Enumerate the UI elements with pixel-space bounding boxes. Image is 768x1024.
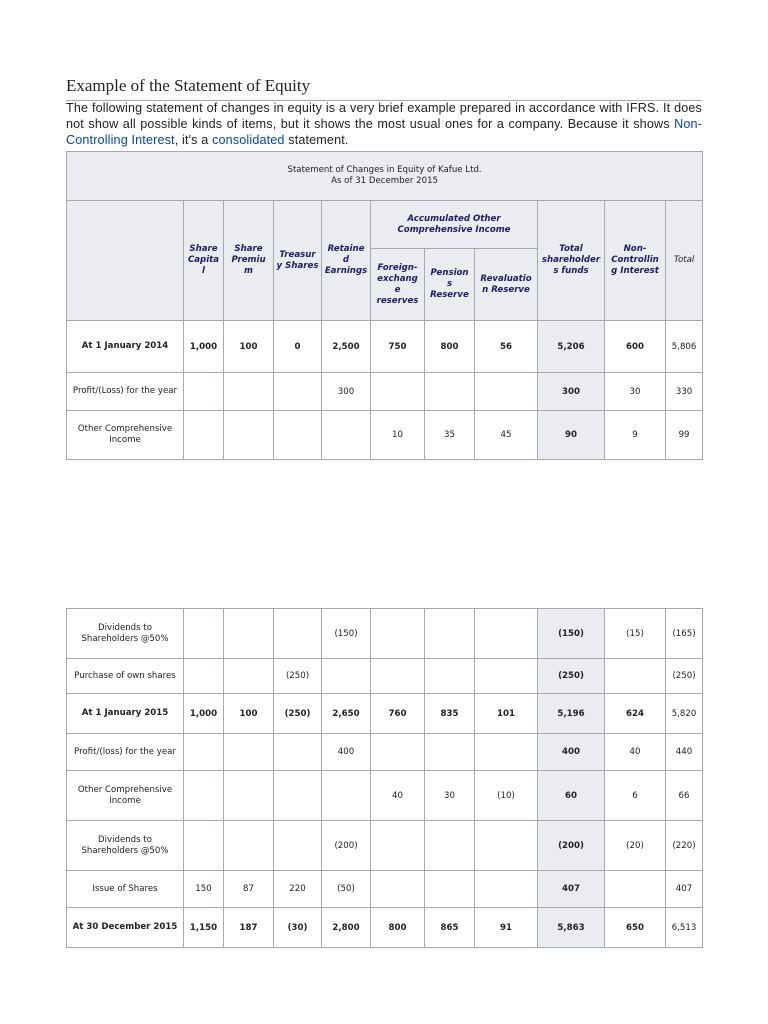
table-cell: 5,820 (666, 694, 703, 734)
table-cell: 407 (538, 871, 605, 908)
table-cell: 100 (224, 321, 274, 373)
table-cell (184, 373, 224, 411)
table-cell (224, 373, 274, 411)
table-cell (322, 659, 371, 694)
table-cell: 10 (371, 411, 425, 460)
intro-text-2: , it's a (174, 133, 213, 147)
table-cell: 30 (605, 373, 666, 411)
table-cell (224, 659, 274, 694)
table-cell: 87 (224, 871, 274, 908)
table-cell (371, 609, 425, 659)
table-cell: 100 (224, 694, 274, 734)
table-cell: 56 (475, 321, 538, 373)
table-cell: 101 (475, 694, 538, 734)
row-label: Issue of Shares (67, 871, 184, 908)
table-row (67, 734, 703, 771)
table-cell (184, 609, 224, 659)
table-cell: 5,863 (538, 908, 605, 948)
table-cell: 40 (605, 734, 666, 771)
intro-text-1: The following statement of changes in equity is a very brief example prepared in accordance with IFRS. It does not show all possible kinds of items, but it shows the most usual ones for a company. Because it shows (66, 101, 702, 131)
table-cell (425, 871, 475, 908)
table-cell: 35 (425, 411, 475, 460)
row-label: Dividends to Shareholders @50% (67, 609, 184, 659)
table-cell: (250) (274, 694, 322, 734)
table-cell: 2,800 (322, 908, 371, 948)
table-caption (67, 152, 703, 201)
table-cell (475, 871, 538, 908)
row-label: At 1 January 2015 (67, 694, 184, 734)
table-cell (425, 821, 475, 871)
col-total: Total (666, 201, 703, 321)
table-cell (184, 659, 224, 694)
table-cell: (30) (274, 908, 322, 948)
table-cell (274, 411, 322, 460)
table-cell (425, 373, 475, 411)
table-cell (224, 734, 274, 771)
table-cell: 760 (371, 694, 425, 734)
table-cell: (220) (666, 821, 703, 871)
table-cell (184, 734, 224, 771)
table-cell (371, 821, 425, 871)
col-share-capital: Share Capita l (184, 201, 224, 321)
table-row (67, 321, 703, 373)
table-cell: (250) (538, 659, 605, 694)
col-non-controlling-interest: Non- Controllin g Interest (605, 201, 666, 321)
table-cell: 800 (425, 321, 475, 373)
table-cell: (10) (475, 771, 538, 821)
table-cell: 1,150 (184, 908, 224, 948)
table-cell: (50) (322, 871, 371, 908)
table-cell: 300 (538, 373, 605, 411)
row-label: Purchase of own shares (67, 659, 184, 694)
col-pension-reserve: Pension s Reserve (425, 249, 475, 321)
table-cell (475, 609, 538, 659)
table-cell: 6 (605, 771, 666, 821)
table-row (67, 373, 703, 411)
equity-table-part1 (66, 151, 703, 460)
table-cell (184, 411, 224, 460)
header-blank (67, 201, 184, 321)
intro-text-3: statement. (284, 133, 349, 147)
table-cell (322, 411, 371, 460)
table-cell: (150) (538, 609, 605, 659)
table-cell (425, 659, 475, 694)
table-cell: 330 (666, 373, 703, 411)
table-cell: 0 (274, 321, 322, 373)
col-total-shareholders-funds: Total shareholder s funds (538, 201, 605, 321)
table-cell: 2,650 (322, 694, 371, 734)
table-cell (475, 734, 538, 771)
table-cell: 650 (605, 908, 666, 948)
table-cell: 30 (425, 771, 475, 821)
table-cell: 865 (425, 908, 475, 948)
table-cell: 90 (538, 411, 605, 460)
table-row (67, 659, 703, 694)
table-cell (274, 771, 322, 821)
table-cell (475, 659, 538, 694)
table-cell: 624 (605, 694, 666, 734)
intro-paragraph (66, 100, 702, 148)
row-label: At 1 January 2014 (67, 321, 184, 373)
col-aoci-group: Accumulated Other Comprehensive Income (371, 201, 538, 249)
table-cell (184, 771, 224, 821)
col-treasury-shares: Treasur y Shares (274, 201, 322, 321)
table-row (67, 821, 703, 871)
table-cell: 150 (184, 871, 224, 908)
caption-line-1: Statement of Changes in Equity of Kafue Ltd. (287, 165, 482, 175)
table-cell: 440 (666, 734, 703, 771)
table-cell: (200) (322, 821, 371, 871)
table-cell (184, 821, 224, 871)
table-cell (224, 771, 274, 821)
caption-line-2: As of 31 December 2015 (331, 176, 439, 186)
row-label: At 30 December 2015 (67, 908, 184, 948)
table-cell: 800 (371, 908, 425, 948)
table-cell: 5,196 (538, 694, 605, 734)
table-cell (605, 871, 666, 908)
table-cell: 5,206 (538, 321, 605, 373)
row-label: Other Comprehensive Income (67, 771, 184, 821)
table-cell: (165) (666, 609, 703, 659)
table-cell: 6,513 (666, 908, 703, 948)
table-row (67, 609, 703, 659)
table-cell: (200) (538, 821, 605, 871)
link-consolidated[interactable]: consolidated (212, 133, 285, 147)
equity-table-part2 (66, 608, 703, 948)
section-heading: Example of the Statement of Equity (66, 76, 702, 101)
table-cell: 45 (475, 411, 538, 460)
table-cell (605, 659, 666, 694)
table-cell (274, 821, 322, 871)
table-cell: 400 (538, 734, 605, 771)
table-cell: 40 (371, 771, 425, 821)
table-cell (274, 734, 322, 771)
table-cell: 1,000 (184, 321, 224, 373)
row-label: Profit/(loss) for the year (67, 734, 184, 771)
table-cell: 407 (666, 871, 703, 908)
table-cell: 187 (224, 908, 274, 948)
table-cell: (15) (605, 609, 666, 659)
table-cell: (20) (605, 821, 666, 871)
table-cell (425, 734, 475, 771)
row-label: Dividends to Shareholders @50% (67, 821, 184, 871)
table-cell: 91 (475, 908, 538, 948)
table-cell: (250) (666, 659, 703, 694)
table-cell (274, 609, 322, 659)
col-fx-reserves: Foreign- exchang e reserves (371, 249, 425, 321)
table-cell: 66 (666, 771, 703, 821)
table-cell: (150) (322, 609, 371, 659)
table-cell: 750 (371, 321, 425, 373)
table-cell: 300 (322, 373, 371, 411)
table-cell: 5,806 (666, 321, 703, 373)
col-revaluation-reserve: Revaluatio n Reserve (475, 249, 538, 321)
table-row (67, 694, 703, 734)
table-cell (224, 821, 274, 871)
table-cell: 835 (425, 694, 475, 734)
table-cell: 99 (666, 411, 703, 460)
table-cell: 1,000 (184, 694, 224, 734)
table-cell: 2,500 (322, 321, 371, 373)
table-cell (475, 373, 538, 411)
table-cell (224, 609, 274, 659)
table-cell (425, 609, 475, 659)
table-cell: 60 (538, 771, 605, 821)
col-share-premium: Share Premiu m (224, 201, 274, 321)
table-cell: (250) (274, 659, 322, 694)
table-cell (371, 373, 425, 411)
link-non-controlling-interest[interactable]: Non-Controlling Interest (66, 117, 702, 147)
table-cell: 220 (274, 871, 322, 908)
table-cell: 400 (322, 734, 371, 771)
row-label: Profit/(Loss) for the year (67, 373, 184, 411)
table-row (67, 871, 703, 908)
table-cell: 9 (605, 411, 666, 460)
col-retained-earnings: Retaine d Earnings (322, 201, 371, 321)
table-row (67, 908, 703, 948)
table-cell: 600 (605, 321, 666, 373)
table-cell (371, 734, 425, 771)
table-cell (371, 659, 425, 694)
table-row (67, 411, 703, 460)
table-cell (475, 821, 538, 871)
table-cell (371, 871, 425, 908)
table-cell (274, 373, 322, 411)
table-row (67, 771, 703, 821)
table-cell (322, 771, 371, 821)
row-label: Other Comprehensive Income (67, 411, 184, 460)
table-cell (224, 411, 274, 460)
